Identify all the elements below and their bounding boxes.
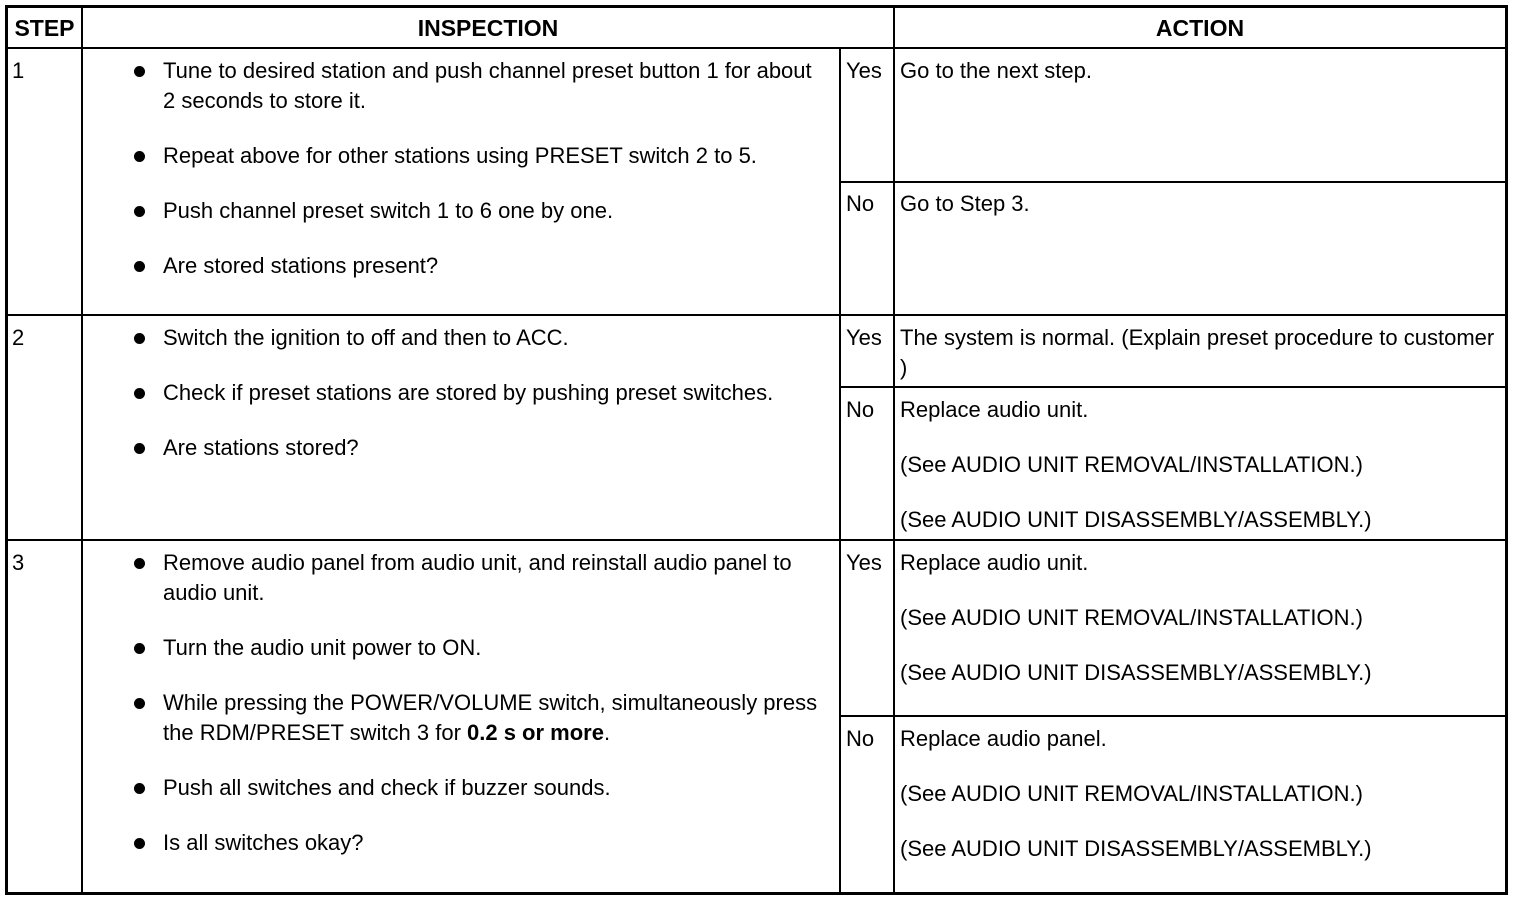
inspection-item: Repeat above for other stations using PRESET switch 2 to 5. — [128, 141, 828, 171]
action-text: Replace audio unit. — [900, 397, 1089, 422]
bullet-icon — [134, 698, 145, 709]
action-text: Replace audio unit. — [900, 550, 1089, 575]
bullet-icon — [134, 643, 145, 654]
inspection-item: Is all switches okay? — [128, 828, 828, 858]
header-action: ACTION — [1155, 15, 1245, 41]
yes-action — [900, 548, 1498, 713]
step-column-divider — [81, 5, 83, 895]
row-divider — [5, 314, 1508, 316]
yes-no-divider — [839, 715, 1508, 717]
header-inspection: INSPECTION — [417, 15, 559, 41]
inspection-item: Are stored stations present? — [128, 251, 828, 281]
step-number: 1 — [12, 58, 25, 83]
inspection-action-divider — [893, 5, 895, 895]
action-text: (See AUDIO UNIT DISASSEMBLY/ASSEMBLY.) — [900, 660, 1372, 685]
inspection-item: Check if preset stations are stored by pushing preset switches. — [128, 378, 828, 408]
inspection-cell — [128, 56, 828, 306]
yes-no-divider — [839, 181, 1508, 183]
yes-label: Yes — [846, 550, 882, 575]
yes-label: Yes — [846, 58, 882, 83]
bullet-icon — [134, 443, 145, 454]
bullet-icon — [134, 261, 145, 272]
step-number: 3 — [12, 550, 25, 575]
bullet-icon — [134, 333, 145, 344]
emphasis-text: 0.2 s or more — [467, 720, 604, 745]
action-text: (See AUDIO UNIT DISASSEMBLY/ASSEMBLY.) — [900, 507, 1372, 532]
no-label: No — [846, 397, 875, 422]
action-text: (See AUDIO UNIT REMOVAL/INSTALLATION.) — [900, 605, 1363, 630]
inspection-item: Push channel preset switch 1 to 6 one by one. — [128, 196, 828, 226]
no-action — [900, 724, 1498, 889]
bullet-icon — [134, 558, 145, 569]
action-text: (See AUDIO UNIT REMOVAL/INSTALLATION.) — [900, 452, 1363, 477]
bullet-icon — [134, 66, 145, 77]
bullet-icon — [134, 783, 145, 794]
bullet-icon — [134, 388, 145, 399]
action-text: (See AUDIO UNIT DISASSEMBLY/ASSEMBLY.) — [900, 836, 1372, 861]
action-text: (See AUDIO UNIT REMOVAL/INSTALLATION.) — [900, 781, 1363, 806]
yes-label: Yes — [846, 325, 882, 350]
yes-action — [900, 56, 1498, 111]
no-label: No — [846, 191, 875, 216]
inspection-item: Turn the audio unit power to ON. — [128, 633, 828, 663]
no-action — [900, 189, 1498, 244]
no-label: No — [846, 726, 875, 751]
action-text: Go to the next step. — [900, 58, 1093, 83]
header-step: STEP — [14, 15, 75, 41]
inspection-item: Remove audio panel from audio unit, and reinstall audio panel to audio unit. — [128, 548, 828, 608]
inspection-item: Are stations stored? — [128, 433, 828, 463]
inspection-cell — [128, 323, 828, 488]
step-number: 2 — [12, 325, 25, 350]
inspection-item: Push all switches and check if buzzer sounds. — [128, 773, 828, 803]
inspection-item: Tune to desired station and push channel preset button 1 for about 2 seconds to store it. — [128, 56, 828, 116]
bullet-icon — [134, 151, 145, 162]
action-text: Go to Step 3. — [900, 191, 1030, 216]
bullet-icon — [134, 838, 145, 849]
inspection-item: While pressing the POWER/VOLUME switch, simultaneously press the RDM/PRESET switch 3 for 0.2 s or more. — [128, 688, 828, 748]
action-text: The system is normal. (Explain preset procedure to customer ) — [900, 325, 1495, 380]
yes-no-column-divider — [839, 47, 841, 895]
no-action — [900, 395, 1498, 560]
inspection-cell — [128, 548, 828, 883]
inspection-item: Switch the ignition to off and then to ACC. — [128, 323, 828, 353]
action-text: Replace audio panel. — [900, 726, 1107, 751]
bullet-icon — [134, 206, 145, 217]
header-divider — [5, 47, 1508, 49]
